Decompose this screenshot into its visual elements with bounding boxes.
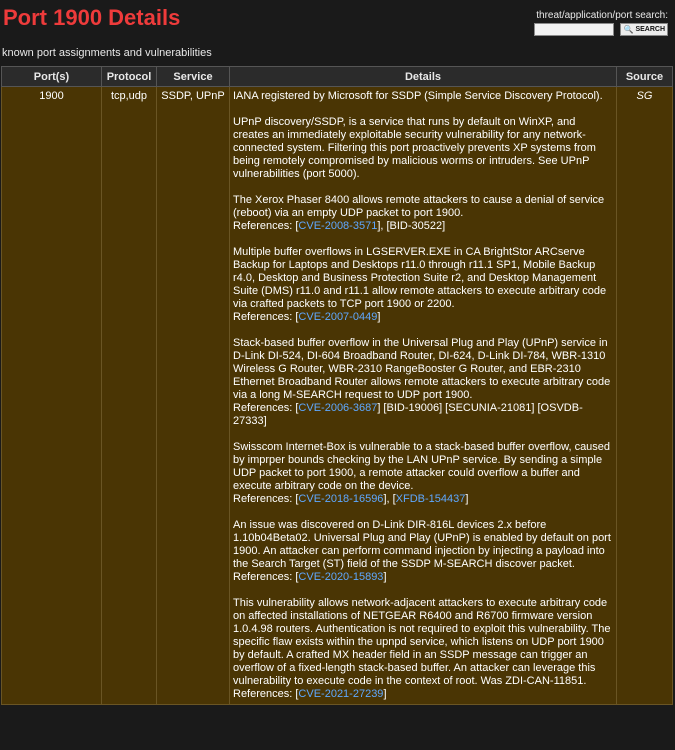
- reference-link[interactable]: CVE-2018-16596: [298, 493, 384, 505]
- page-subtitle: known port assignments and vulnerabilities: [2, 47, 212, 59]
- search-row: [534, 23, 668, 36]
- detail-paragraph: [233, 90, 613, 103]
- detail-paragraph: [233, 441, 613, 506]
- detail-text: This vulnerability allows network-adjacent attackers to execute arbitrary code on affected installations of NETGEAR R6400 and R6700 firmware version 1.0.4.98 routers. Authentication is not required to exploit this vulnerability. The specific flaw exists within the upnpd service, which listens on UDP port 1900 by default. A crafted MX header field in an SSDP message can trigger an overflow of a fixed-length stack-based buffer. An attacker can leverage this vulnerability to execute code in the context of root. Was ZDI-CAN-11851.: [233, 597, 611, 687]
- detail-text: Multiple buffer overflows in LGSERVER.EXE in CA BrightStor ARCserve Backup for Laptops and Desktops r11.0 through r11.1 SP1, Mobile Backup r4.0, Desktop and Business Protection Suite r2, and Desktop Management Suite (DMS) r11.0 and r11.1 allow remote attackers to execute arbitrary code via crafted packets to TCP port 1900 or 2200.: [233, 246, 607, 310]
- ports-table: [1, 66, 673, 705]
- detail-references: [233, 311, 613, 324]
- detail-references: [233, 688, 613, 701]
- detail-paragraph: [233, 116, 613, 181]
- references-suffix: ]: [377, 311, 381, 323]
- references-suffix: ], [BID-30522]: [377, 220, 446, 232]
- detail-text: An issue was discovered on D-Link DIR-816L devices 2.x before 1.10b04Beta02. Universal Plug and Play (UPnP) is enabled by default on port 1900. An attacker can perform command injection by injecting a payload into the Search Target (ST) field of the SSDP M-SEARCH discover packet.: [233, 519, 611, 570]
- detail-references: [233, 493, 613, 506]
- reference-link[interactable]: CVE-2021-27239: [298, 688, 384, 700]
- detail-text: The Xerox Phaser 8400 allows remote attackers to cause a denial of service (reboot) via an empty UDP packet to port 1900.: [233, 194, 605, 219]
- references-suffix: ]: [383, 688, 387, 700]
- column-header-protocol: Protocol: [102, 67, 157, 87]
- references-prefix: References: [: [233, 571, 299, 583]
- column-header-source: Source: [617, 67, 673, 87]
- details-cell: [230, 87, 617, 705]
- detail-paragraph: [233, 246, 613, 324]
- column-header-ports: Port(s): [2, 67, 102, 87]
- column-header-details: Details: [230, 67, 617, 87]
- reference-link[interactable]: CVE-2007-0449: [298, 311, 378, 323]
- page-title: Port 1900 Details: [3, 5, 181, 30]
- references-separator: ], [: [383, 493, 396, 505]
- magnifier-icon: 🔍: [623, 24, 634, 34]
- column-header-service: Service: [157, 67, 230, 87]
- detail-paragraph: [233, 194, 613, 233]
- search-label: threat/application/port search:: [536, 10, 668, 21]
- reference-link[interactable]: XFDB-154437: [395, 493, 466, 505]
- reference-link[interactable]: CVE-2006-3687: [298, 402, 378, 414]
- detail-references: [233, 402, 613, 428]
- references-prefix: References: [: [233, 220, 299, 232]
- detail-paragraph: [233, 597, 613, 701]
- protocol-cell: tcp,udp: [102, 87, 157, 705]
- detail-references: [233, 571, 613, 584]
- detail-paragraph: [233, 337, 613, 428]
- references-prefix: References: [: [233, 493, 299, 505]
- source-cell: SG: [617, 87, 673, 705]
- reference-link[interactable]: CVE-2008-3571: [298, 220, 378, 232]
- table-header-row: [2, 67, 673, 87]
- search-button-label: SEARCH: [635, 26, 665, 33]
- references-prefix: References: [: [233, 311, 299, 323]
- references-prefix: References: [: [233, 402, 299, 414]
- references-prefix: References: [: [233, 688, 299, 700]
- search-input[interactable]: [534, 23, 614, 36]
- detail-paragraph: [233, 519, 613, 584]
- search-form: [534, 10, 668, 36]
- service-cell: SSDP, UPnP: [157, 87, 230, 705]
- detail-references: [233, 220, 613, 233]
- page-header: [0, 0, 675, 44]
- references-suffix: ]: [465, 493, 469, 505]
- detail-text: UPnP discovery/SSDP, is a service that runs by default on WinXP, and creates an immediately exploitable security vulnerability for any network-connected system. Filtering this port proactively prevents XP systems from being remotely compromised by malicious worms or intruders. See UPnP vulnerabilities (port 5000).: [233, 116, 596, 180]
- detail-text: Swisscom Internet-Box is vulnerable to a stack-based buffer overflow, caused by imprper bounds checking by the LAN UPnP service. By sending a simple UDP packet to port 1900, a remote attacker could overflow a buffer and execute arbitrary code on the device.: [233, 441, 611, 492]
- table-row: [2, 87, 673, 705]
- port-cell: 1900: [2, 87, 102, 705]
- detail-text: Stack-based buffer overflow in the Universal Plug and Play (UPnP) service in D-Link DI-524, DI-604 Broadband Router, DI-624, D-Link DI-784, WBR-1310 Wireless G Router, WBR-2310 RangeBooster G Router, and EBR-2310 Ethernet Broadband Router allows remote attackers to execute arbitrary code via a long M-SEARCH request to UDP port 1900.: [233, 337, 611, 401]
- detail-text: IANA registered by Microsoft for SSDP (Simple Service Discovery Protocol).: [233, 90, 603, 102]
- search-button[interactable]: [620, 23, 668, 36]
- references-suffix: ]: [383, 571, 387, 583]
- references-suffix: ] [BID-19006] [SECUNIA-21081] [OSVDB-27333]: [233, 402, 583, 427]
- reference-link[interactable]: CVE-2020-15893: [298, 571, 384, 583]
